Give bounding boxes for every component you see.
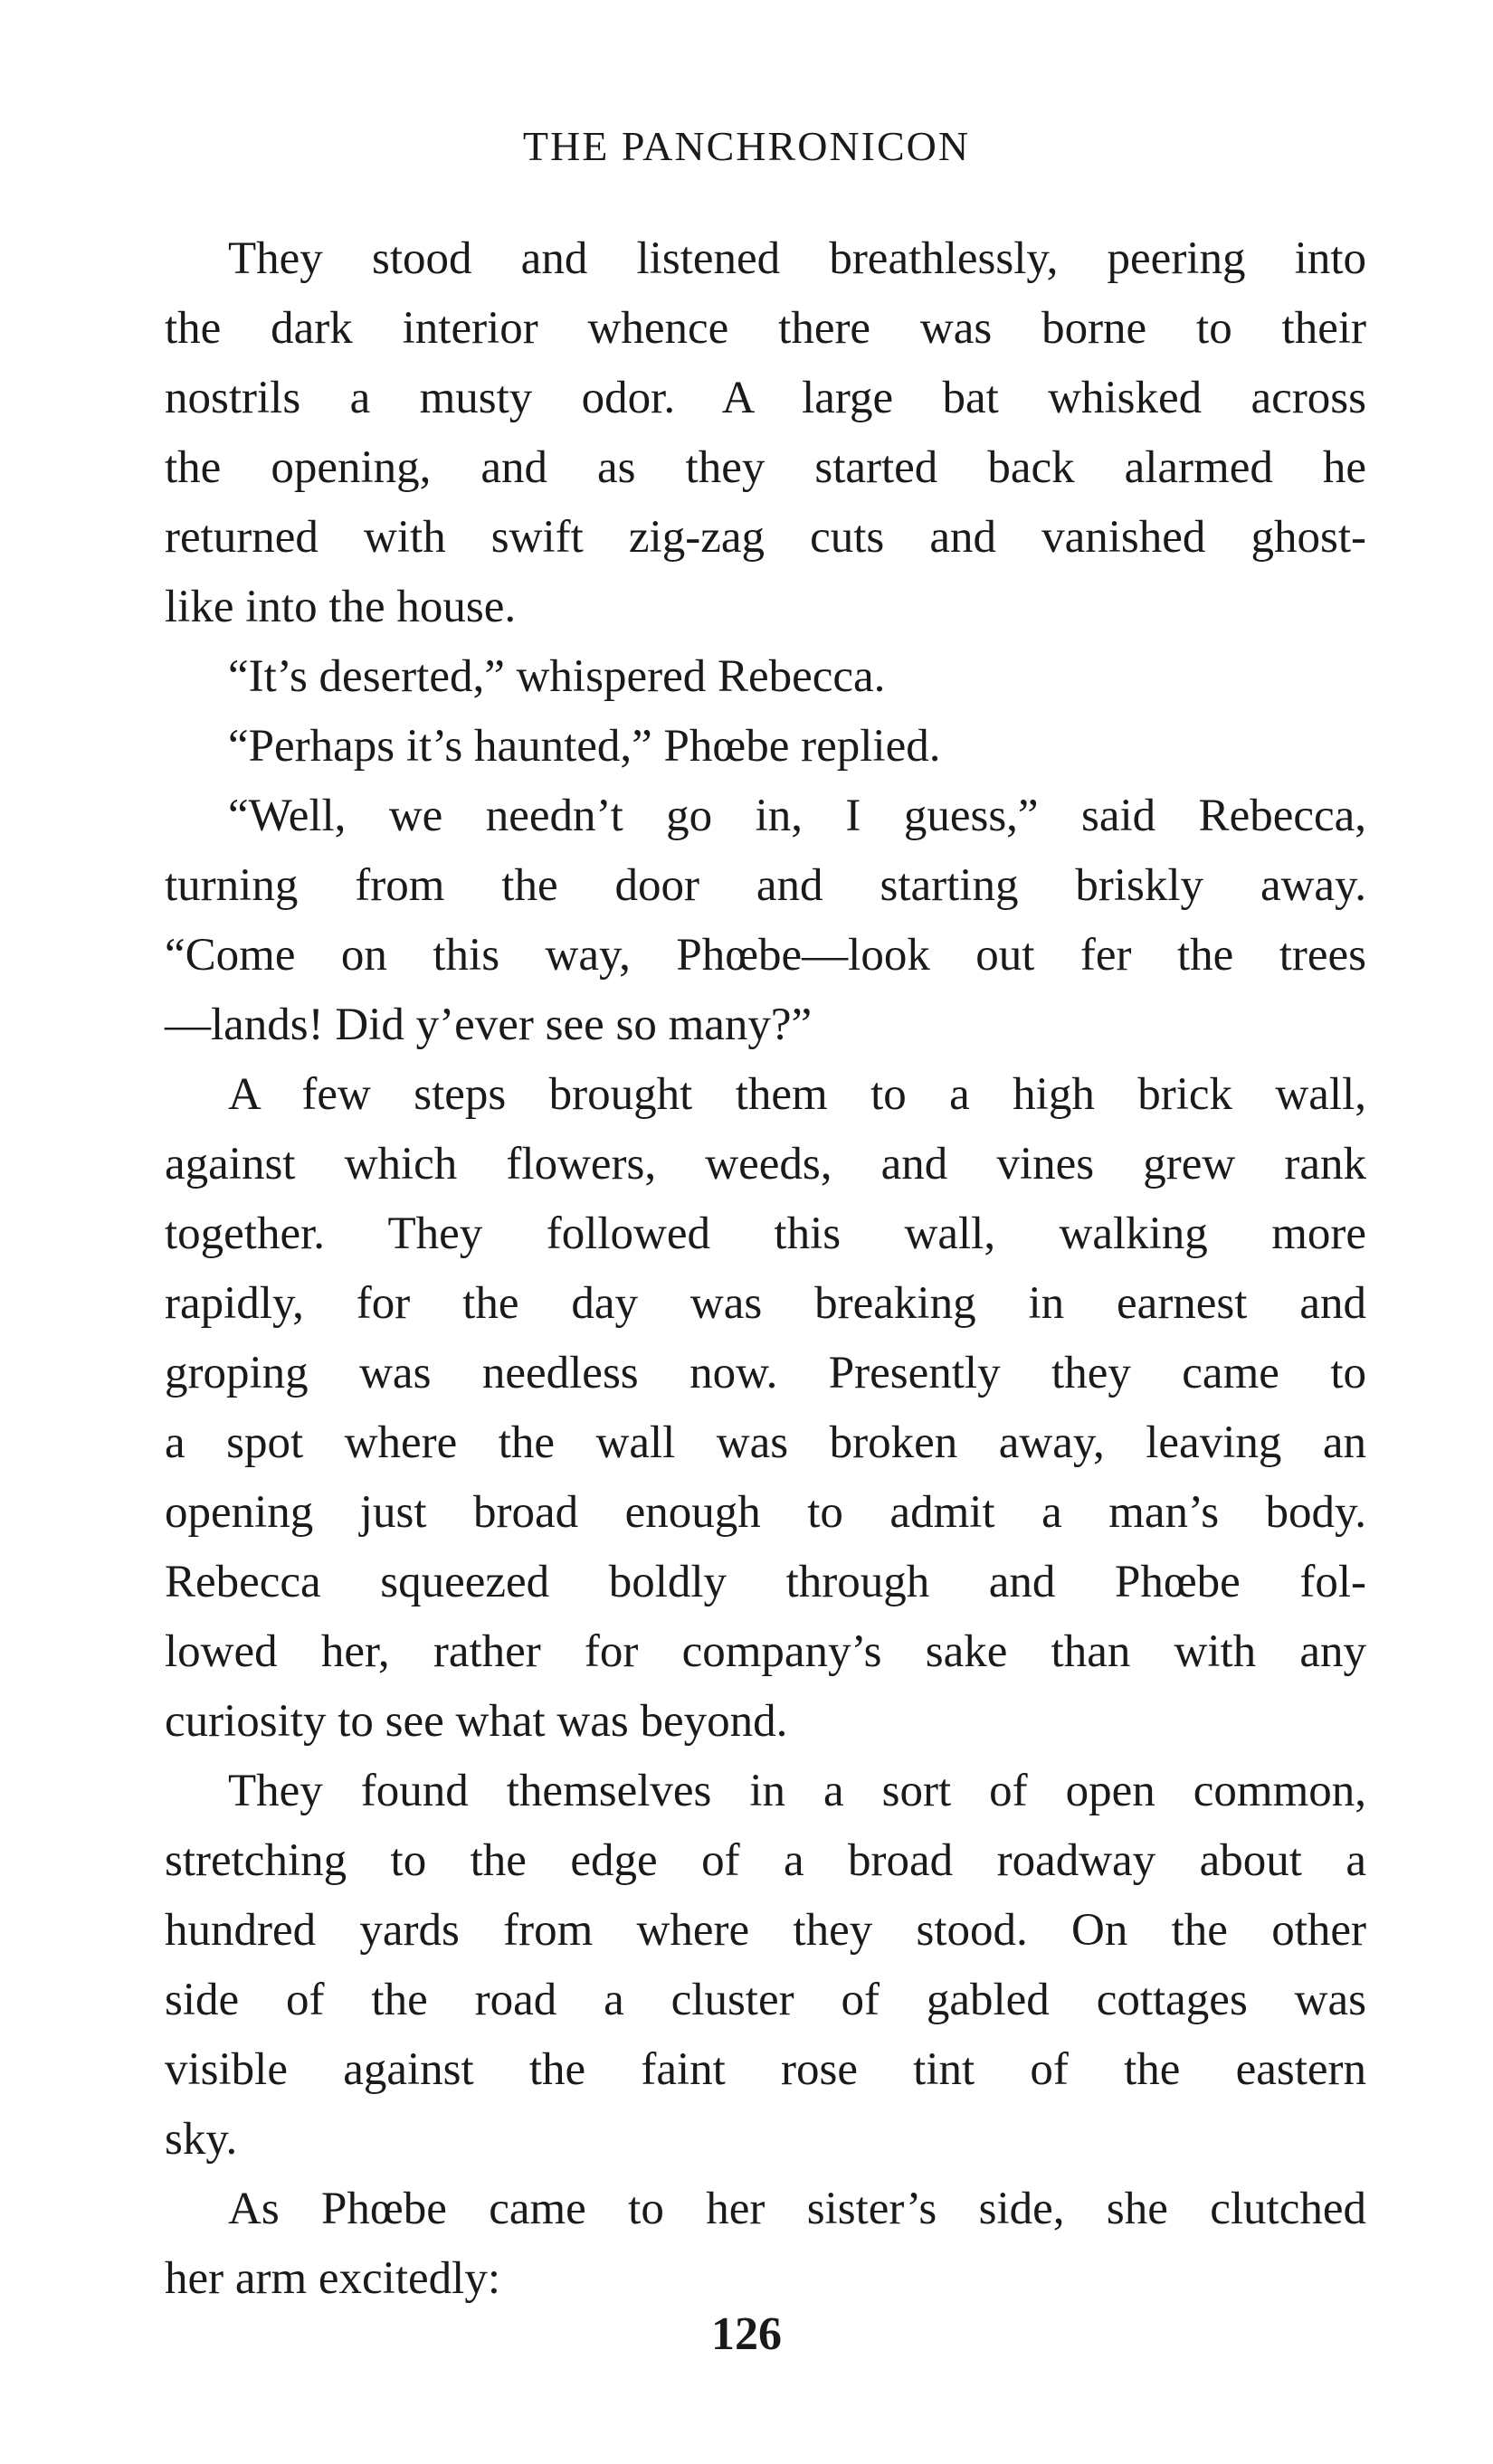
text-line: rapidly, for the day was breaking in earnest and <box>165 1278 1366 1329</box>
text-line: against which flowers, weeds, and vines grew rank <box>165 1139 1366 1189</box>
text-line: Rebecca squeezed boldly through and Phœbe fol- <box>165 1557 1366 1607</box>
text-line: the dark interior whence there was borne to their <box>165 303 1366 354</box>
text-line: hundred yards from where they stood. On the other <box>165 1905 1366 1956</box>
text-line: groping was needless now. Presently they came to <box>165 1348 1366 1398</box>
text-line: sky. <box>165 2114 238 2165</box>
running-head: THE PANCHRONICON <box>522 123 971 169</box>
text-line: returned with swift zig-zag cuts and vanished ghost- <box>165 512 1366 563</box>
text-line: “Perhaps it’s haunted,” Phœbe replied. <box>228 721 941 772</box>
text-line: stretching to the edge of a broad roadway about a <box>165 1835 1366 1886</box>
text-line: turning from the door and starting briskly away. <box>165 860 1366 911</box>
body-text <box>165 224 1366 2314</box>
text-line: As Phœbe came to her sister’s side, she clutched <box>228 2184 1366 2234</box>
text-line: “Come on this way, Phœbe—look out fer the trees <box>165 930 1366 981</box>
text-line: “Well, we needn’t go in, I guess,” said Rebecca, <box>228 791 1366 841</box>
text-line: lowed her, rather for company’s sake than with any <box>165 1626 1366 1677</box>
text-line: curiosity to see what was beyond. <box>165 1696 788 1747</box>
page-number: 126 <box>711 2308 782 2360</box>
text-line: They found themselves in a sort of open common, <box>228 1766 1366 1816</box>
text-line: a spot where the wall was broken away, leaving an <box>165 1417 1366 1468</box>
text-line: opening just broad enough to admit a man’s body. <box>165 1487 1366 1538</box>
text-line: —lands! Did y’ever see so many?” <box>165 1000 813 1050</box>
text-line: They stood and listened breathlessly, peering into <box>228 233 1366 284</box>
text-line: her arm excitedly: <box>165 2253 500 2304</box>
text-line: visible against the faint rose tint of the eastern <box>165 2044 1366 2095</box>
text-line: “It’s deserted,” whispered Rebecca. <box>228 651 886 702</box>
text-line: A few steps brought them to a high brick wall, <box>228 1069 1366 1120</box>
text-line: like into the house. <box>165 582 517 632</box>
text-line: side of the road a cluster of gabled cottages was <box>165 1975 1366 2025</box>
text-line: together. They followed this wall, walking more <box>165 1208 1366 1259</box>
text-line: nostrils a musty odor. A large bat whisked across <box>165 373 1366 423</box>
text-line: the opening, and as they started back alarmed he <box>165 442 1366 493</box>
